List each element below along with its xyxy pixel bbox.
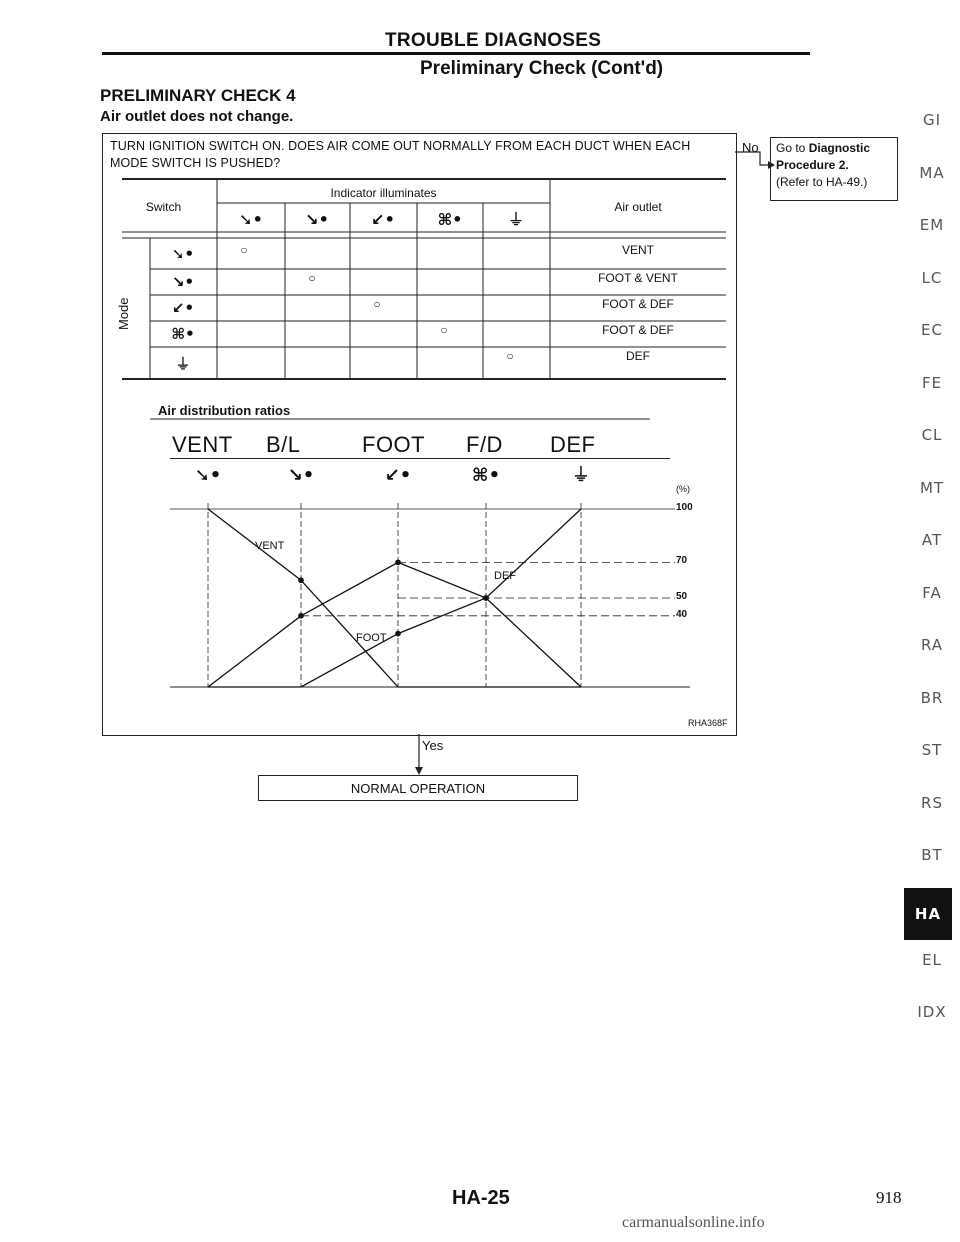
air-outlet-value: DEF [626, 349, 650, 363]
section-subtitle: Air outlet does not change. [100, 108, 294, 125]
section-tab-st[interactable]: ST [921, 741, 943, 759]
indicator-mark: ○ [373, 297, 381, 311]
section-tab-el[interactable]: EL [922, 950, 942, 969]
defrost-mode-icon: ⏚ [572, 465, 590, 486]
section-tab-ma[interactable]: MA [919, 163, 945, 182]
series-point [396, 631, 400, 635]
figure-code: RHA368F [688, 718, 728, 728]
section-tab-ra[interactable]: RA [920, 636, 944, 654]
section-tab-fa[interactable]: FA [922, 583, 942, 602]
bilevel-mode-icon: ↘• [287, 465, 315, 486]
ratio-chart [170, 455, 690, 695]
switch-header: Switch [145, 200, 182, 214]
section-tab-bt[interactable]: BT [921, 846, 943, 864]
goto-reference: (Refer to HA-49.) [776, 175, 868, 189]
mode-label: Mode [116, 297, 131, 330]
ratio-title: Air distribution ratios [158, 403, 291, 418]
series-line-foot [208, 562, 581, 687]
check-question: TURN IGNITION SWITCH ON. DOES AIR COME OUT NORMALLY FROM EACH DUCT WHEN EACH MODE SWITCH IS PUSHED? [110, 139, 691, 170]
defrost-mode-icon: ⏚ [175, 355, 191, 373]
indicator-mark: ○ [308, 271, 316, 285]
y-tick-label: 50 [676, 591, 688, 602]
header-subtitle: Preliminary Check (Cont'd) [420, 58, 664, 79]
section-tab-em[interactable]: EM [919, 216, 945, 234]
section-tab-fe[interactable]: FE [921, 373, 943, 392]
section-tab-gi[interactable]: GI [922, 111, 942, 129]
ratio-column-heading: DEF [550, 432, 596, 457]
indicator-mark: ○ [506, 349, 514, 363]
ratio-column-heading: FOOT [362, 432, 426, 457]
section-tab-ha[interactable]: HA [904, 888, 952, 940]
y-tick-label: 40 [676, 608, 688, 620]
foot-mode-icon: ↙• [371, 210, 395, 229]
vent-mode-icon: ➘• [239, 210, 263, 229]
section-tab-lc[interactable]: LC [921, 268, 943, 287]
goto-prefix: Go to [776, 141, 809, 155]
foot-def-mode-icon: ⌘• [471, 465, 501, 486]
y-tick-label: 100 [676, 502, 693, 513]
indicator-header: Indicator illuminates [330, 186, 437, 200]
section-tab-idx[interactable]: IDX [917, 1003, 947, 1021]
normal-operation-box: NORMAL OPERATION [258, 775, 578, 801]
series-point [299, 578, 303, 582]
indicator-mark: ○ [240, 243, 248, 257]
ratio-column-heading: B/L [266, 432, 301, 457]
vent-line-label: VENT [255, 540, 285, 552]
foot-def-mode-icon: ⌘• [171, 325, 195, 343]
air-outlet-value: FOOT & VENT [598, 271, 678, 285]
watermark: carmanualsonline.info [622, 1214, 765, 1231]
foot-line-label: FOOT [356, 632, 387, 644]
foot-def-mode-icon: ⌘• [437, 210, 463, 229]
ratio-title-rule [150, 418, 650, 420]
series-point [396, 560, 400, 564]
section-title: PRELIMINARY CHECK 4 [100, 86, 296, 105]
defrost-mode-icon: ⏚ [507, 210, 525, 229]
series-point [299, 614, 303, 618]
outlet-header: Air outlet [614, 200, 662, 214]
air-outlet-value: FOOT & DEF [602, 323, 674, 337]
no-arrow [735, 150, 775, 170]
section-tab-mt[interactable]: MT [919, 478, 945, 497]
section-tab-at[interactable]: AT [921, 531, 943, 549]
air-outlet-value: VENT [621, 243, 654, 257]
no-label: No [742, 140, 759, 155]
air-outlet-value: FOOT & DEF [602, 297, 674, 311]
series-point [484, 596, 488, 600]
bilevel-mode-icon: ↘• [171, 273, 195, 291]
header-rule [102, 52, 810, 55]
bilevel-mode-icon: ↘• [305, 210, 329, 229]
vent-mode-icon: ➘• [194, 465, 222, 486]
ratio-unit: (%) [676, 484, 690, 494]
foot-mode-icon: ↙• [171, 299, 195, 317]
def-line-label: DEF [494, 570, 516, 582]
vent-mode-icon: ➘• [171, 245, 195, 263]
section-tab-br[interactable]: BR [920, 688, 944, 707]
goto-diagnostic: Diagnostic [808, 141, 871, 155]
foot-mode-icon: ↙• [384, 465, 412, 486]
ratio-column-heading: F/D [466, 432, 503, 457]
page-number: HA-25 [452, 1187, 510, 1209]
page-sequence: 918 [876, 1188, 902, 1207]
header-title: TROUBLE DIAGNOSES [385, 30, 602, 51]
section-tabs [912, 100, 952, 1045]
y-tick-label: 70 [676, 555, 688, 567]
section-tab-rs[interactable]: RS [921, 793, 943, 812]
section-tab-ec[interactable]: EC [921, 321, 943, 339]
section-tab-cl[interactable]: CL [921, 426, 943, 444]
goto-procedure: Procedure 2. [776, 158, 849, 172]
ratio-column-heading: VENT [172, 432, 233, 457]
indicator-mark: ○ [440, 323, 448, 337]
yes-label: Yes [422, 738, 444, 753]
diagnostic-procedure-box [770, 137, 898, 201]
